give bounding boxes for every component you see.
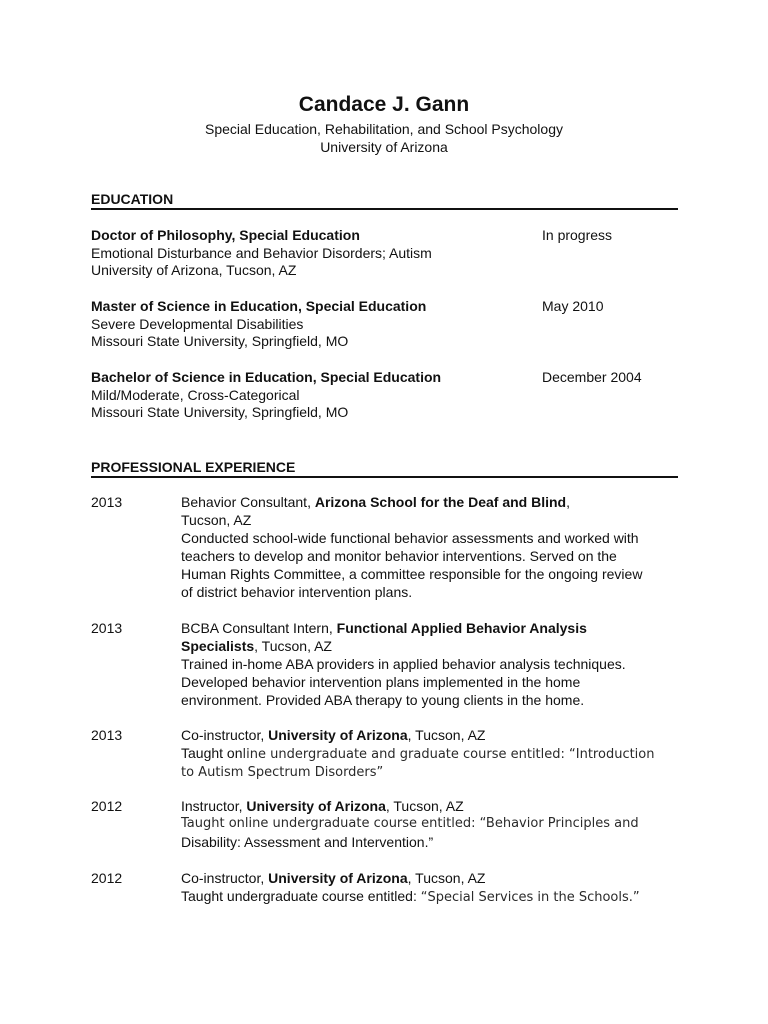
experience-desc-line: Developed behavior intervention plans implemented in the home: [181, 674, 581, 690]
experience-year: 2012: [91, 798, 123, 814]
experience-org: Arizona School for the Deaf and Blind: [314, 494, 567, 510]
education-heading: EDUCATION: [91, 191, 678, 210]
degree: Master of Science in Education, Special Education: [91, 298, 427, 314]
experience-location: , Tucson, AZ: [385, 798, 464, 814]
experience-desc: Taught on: [181, 745, 243, 761]
experience-location: , Tucson, AZ: [407, 727, 486, 743]
degree-date: December 2004: [542, 369, 642, 385]
experience-location: , Tucson, AZ: [254, 638, 332, 654]
degree-date: May 2010: [542, 298, 604, 314]
experience-role: BCBA Consultant Intern,: [181, 620, 337, 636]
org-suffix: ,: [566, 494, 570, 510]
degree-date: In progress: [542, 227, 613, 243]
experience-org: Functional Applied Behavior Analysis: [336, 620, 587, 636]
degree-focus: Severe Developmental Disabilities: [91, 315, 304, 332]
education-entry: [91, 369, 678, 422]
degree-school: Missouri State University, Springfield, MO: [91, 333, 349, 350]
experience-role: Co-instructor,: [181, 727, 269, 743]
experience-role: Co-instructor,: [181, 870, 269, 886]
experience-desc: Disability: Assessment and Intervention.”: [181, 834, 434, 850]
experience-year: 2012: [91, 870, 123, 886]
experience-desc: to Autism Spectrum Disorders”: [181, 765, 384, 780]
experience-heading: PROFESSIONAL EXPERIENCE: [91, 459, 678, 478]
candidate-name: Candace J. Gann: [298, 93, 470, 116]
degree: Doctor of Philosophy, Special Education: [91, 227, 360, 243]
experience-year: 2013: [91, 727, 123, 743]
experience-location: , Tucson, AZ: [407, 870, 486, 886]
experience-desc-line: of district behavior intervention plans.: [181, 584, 413, 600]
university: University of Arizona: [320, 139, 448, 155]
degree-focus: Emotional Disturbance and Behavior Disorders; Autism: [91, 244, 432, 261]
experience-org: University of Arizona: [268, 727, 408, 743]
degree: Bachelor of Science in Education, Special Education: [91, 369, 442, 385]
experience-desc-line: Conducted school-wide functional behavior assessments and worked with: [181, 530, 639, 546]
experience-location: Tucson, AZ: [181, 512, 252, 528]
experience-desc-line: environment. Provided ABA therapy to young clients in the home.: [181, 692, 585, 708]
experience-desc-line: teachers to develop and monitor behavior interventions. Served on the: [181, 548, 617, 564]
experience-desc-line: Human Rights Committee, a committee responsible for the ongoing review: [181, 566, 643, 582]
experience-desc: Taught online undergraduate course entitled: “Behavior Principles and: [181, 816, 639, 831]
experience-desc: “Special Services in the Schools.”: [420, 890, 640, 905]
degree-school: University of Arizona, Tucson, AZ: [91, 262, 297, 279]
experience-org: University of Arizona: [246, 798, 386, 814]
experience-role: Instructor,: [181, 798, 247, 814]
degree-focus: Mild/Moderate, Cross-Categorical: [91, 386, 300, 403]
experience-org: Specialists: [181, 638, 255, 654]
experience-year: 2013: [91, 494, 123, 510]
experience-desc-line: Trained in-home ABA providers in applied behavior analysis techniques.: [181, 656, 626, 672]
education-entry: [91, 227, 678, 280]
experience-desc: Taught undergraduate course entitled:: [181, 888, 421, 904]
experience-year: 2013: [91, 620, 123, 636]
education-entry: [91, 298, 678, 351]
experience-desc: line undergraduate and graduate course entitled: “Introduction: [242, 747, 655, 762]
experience-role: Behavior Consultant,: [181, 494, 315, 510]
degree-school: Missouri State University, Springfield, MO: [91, 404, 349, 421]
experience-org: University of Arizona: [268, 870, 408, 886]
department: Special Education, Rehabilitation, and School Psychology: [204, 121, 563, 137]
